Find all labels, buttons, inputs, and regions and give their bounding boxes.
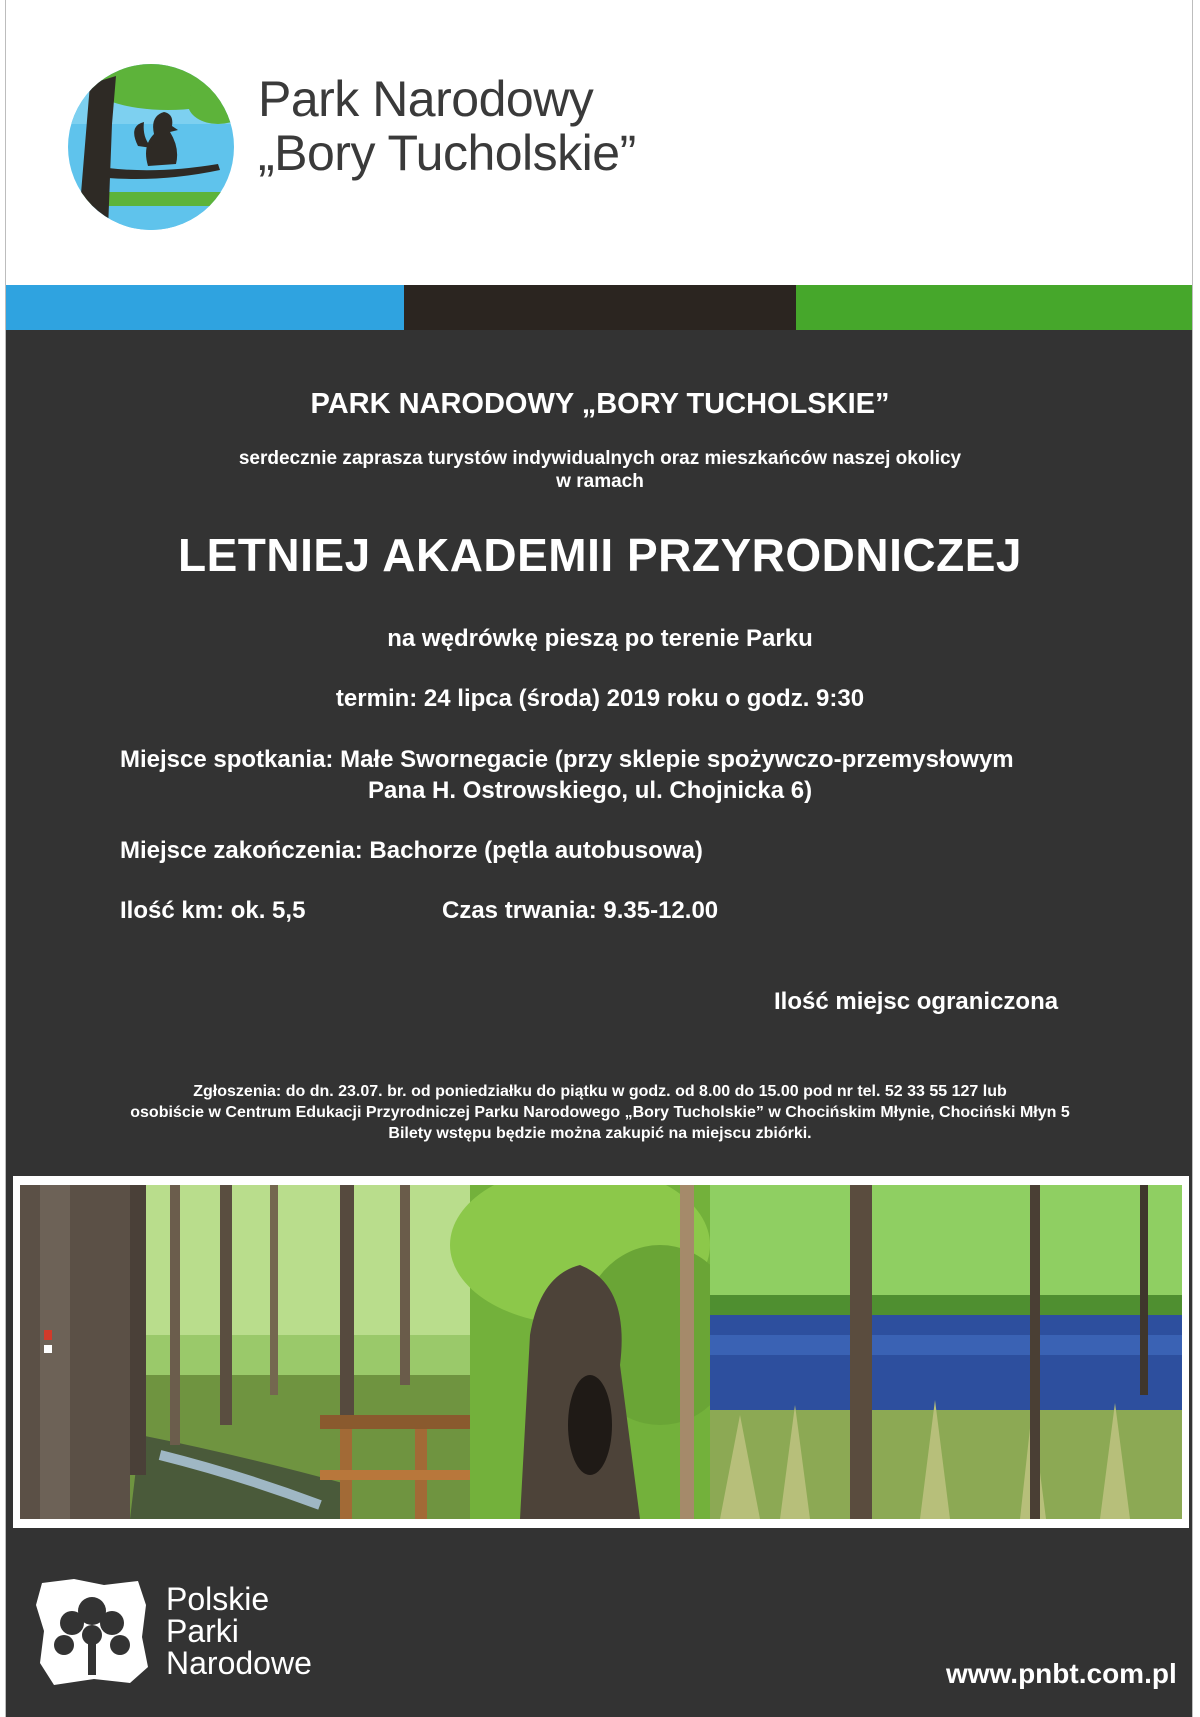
- brown-stripe: [404, 285, 796, 330]
- color-stripes: [6, 285, 1193, 330]
- registration-line2: osobiście w Centrum Edukacji Przyrodniczej Parku Narodowego „Bory Tucholskie” w Chocińskim Młynie, Chociński Młyn 5: [130, 1104, 1070, 1121]
- distance-line: Ilość km: ok. 5,5: [120, 897, 306, 924]
- invite-line1: serdecznie zaprasza turystów indywidualnych oraz mieszkańców naszej okolicy: [238, 448, 962, 469]
- capercaillie-on-tree-icon: [68, 64, 234, 230]
- forest-photos: [20, 1185, 1182, 1519]
- registration-line1: Zgłoszenia: do dn. 23.07. br. od poniedziałku do piątku w godz. od 8.00 do 15.00 pod nr tel. 52 33 55 127 lub: [193, 1083, 1007, 1100]
- end-place-line: Miejsce zakończenia: Bachorze (pętla autobusowa): [120, 837, 703, 864]
- limited-places-note: Ilość miejsc ograniczona: [774, 988, 1059, 1015]
- tree-in-poland-map-icon: [34, 1575, 152, 1689]
- activity-line: na wędrówkę pieszą po terenie Parku: [387, 625, 813, 652]
- green-stripe: [796, 285, 1193, 330]
- photo-lake: [710, 1185, 1182, 1519]
- park-name-line1: Park Narodowy: [258, 71, 594, 127]
- pp-line3: Narodowe: [166, 1645, 312, 1681]
- park-name-line2: „Bory Tucholskie”: [258, 125, 636, 181]
- photo-strip: [13, 1176, 1189, 1528]
- registration-line3: Bilety wstępu będzie można zakupić na miejscu zbiórki.: [388, 1125, 812, 1142]
- pp-line1: Polskie: [166, 1581, 270, 1617]
- blue-stripe: [6, 285, 404, 330]
- meeting-place-line2: Pana H. Ostrowskiego, ul. Chojnicka 6): [368, 777, 813, 804]
- header: [6, 0, 1193, 285]
- park-name: [258, 72, 636, 180]
- organization-title: PARK NARODOWY „BORY TUCHOLSKIE”: [310, 388, 890, 420]
- photo-forest-stream: [20, 1185, 470, 1519]
- invite-line2: w ramach: [556, 471, 644, 492]
- date-line: termin: 24 lipca (środa) 2019 roku o godz. 9:30: [335, 685, 865, 712]
- duration-line: Czas trwania: 9.35-12.00: [442, 897, 719, 924]
- poster: [5, 0, 1193, 1717]
- photo-old-oak: [450, 1185, 740, 1519]
- pp-line2: Parki: [166, 1613, 239, 1649]
- event-title: LETNIEJ AKADEMII PRZYRODNICZEJ: [178, 529, 1022, 581]
- meeting-place-line1: Miejsce spotkania: Małe Swornegacie (przy sklepie spożywczo-przemysłowym: [120, 746, 1014, 773]
- website-link[interactable]: www.pnbt.com.pl: [946, 1658, 1177, 1689]
